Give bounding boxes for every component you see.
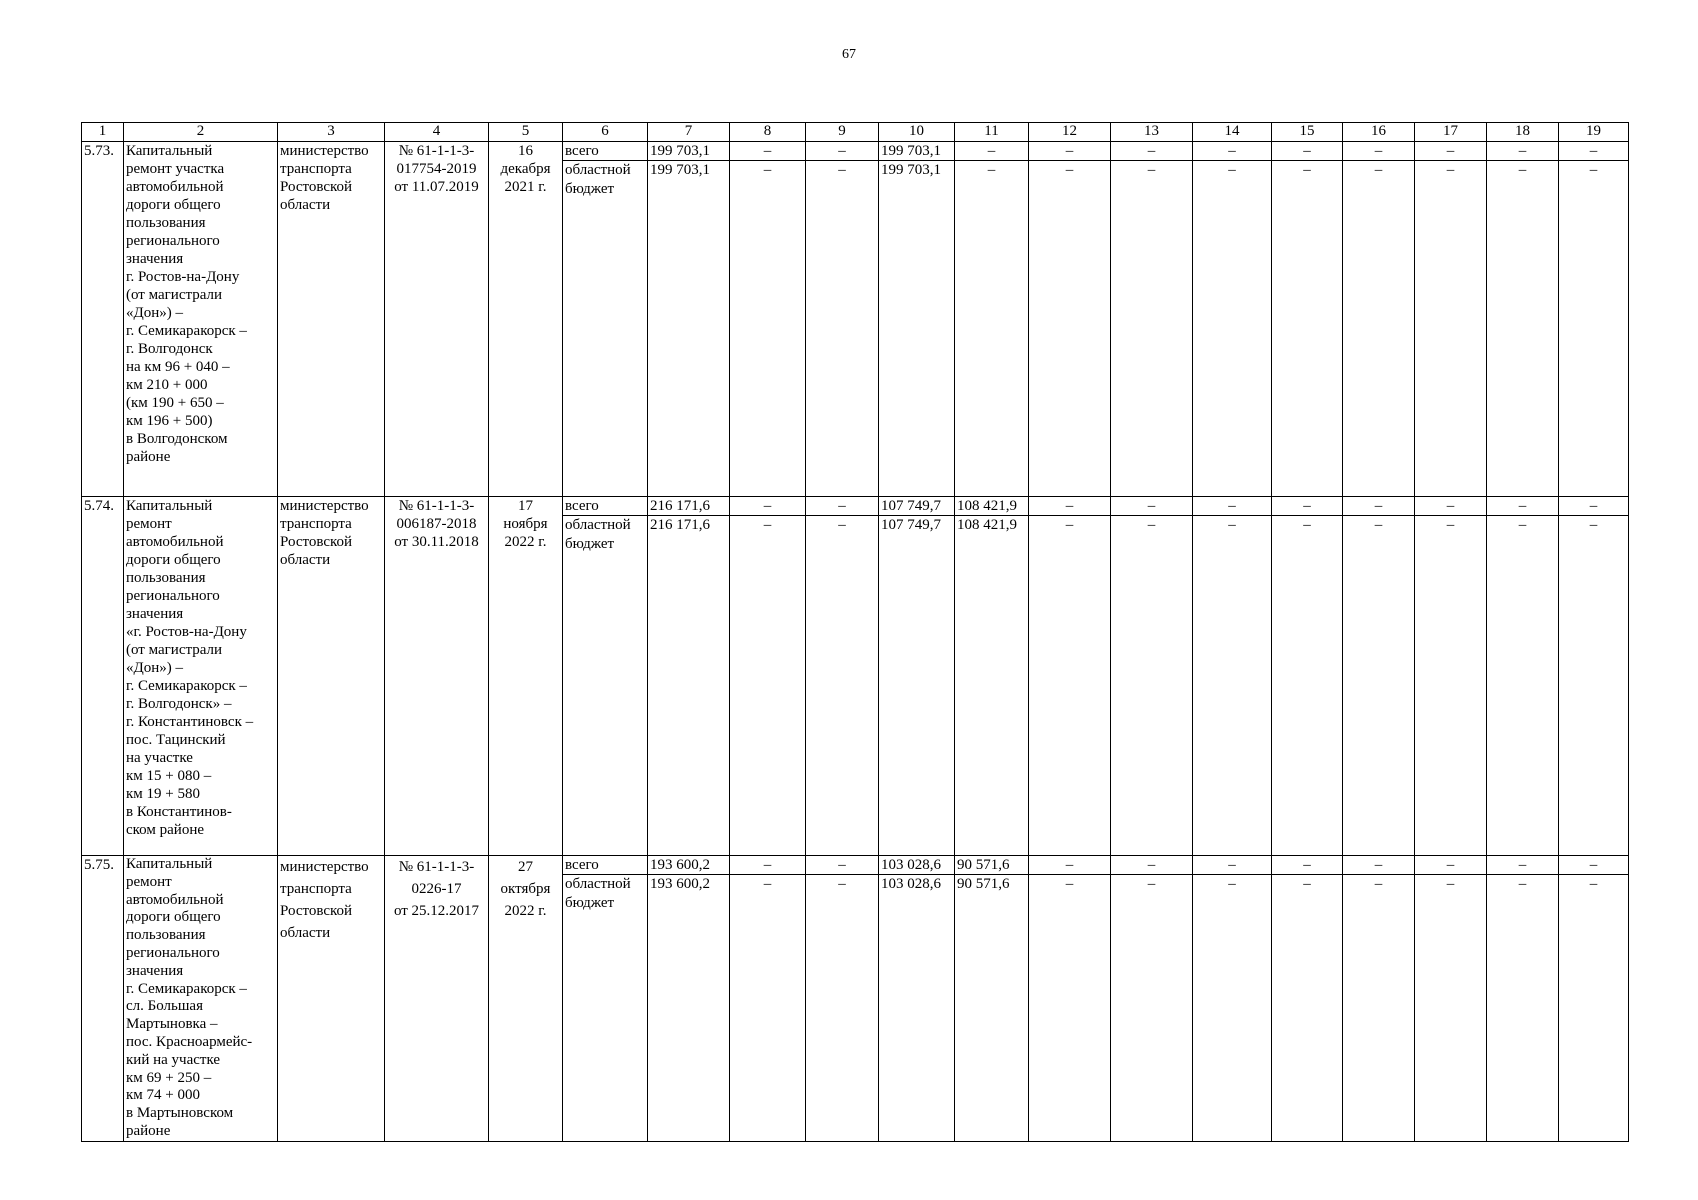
column-header: 1	[82, 123, 124, 142]
customer: министерство транспорта Ростовской области	[278, 856, 385, 1142]
column-header: 15	[1272, 123, 1343, 142]
cell-value: –	[1559, 856, 1629, 875]
column-header: 8	[730, 123, 806, 142]
item-number: 5.75.	[82, 856, 124, 1142]
cell-value: –	[1272, 516, 1343, 856]
funding-source: всего	[563, 497, 648, 516]
cell-value: –	[1415, 856, 1487, 875]
column-header: 11	[955, 123, 1029, 142]
cell-value: –	[1193, 142, 1272, 161]
cell-value: –	[1272, 142, 1343, 161]
cell-value: –	[1272, 856, 1343, 875]
completion-date: 16 декабря 2021 г.	[489, 142, 563, 497]
cell-value: –	[1487, 516, 1559, 856]
table-row	[82, 497, 1629, 516]
cell-value: 193 600,2	[648, 875, 730, 1142]
cell-value: –	[806, 856, 879, 875]
cell-value: –	[1193, 497, 1272, 516]
cell-value: –	[806, 875, 879, 1142]
cell-value: –	[1415, 161, 1487, 497]
cell-value: –	[1111, 856, 1193, 875]
item-number: 5.74.	[82, 497, 124, 856]
cell-value: –	[806, 516, 879, 856]
cell-value: 107 749,7	[879, 516, 955, 856]
column-number-row	[82, 123, 1629, 142]
cell-value: –	[1343, 856, 1415, 875]
funding-source: областной бюджет	[563, 161, 648, 497]
expertise-document: № 61-1-1-3- 0226-17 от 25.12.2017	[385, 856, 489, 1142]
cell-value: –	[730, 516, 806, 856]
cell-value: –	[806, 161, 879, 497]
completion-date: 17 ноября 2022 г.	[489, 497, 563, 856]
column-header: 9	[806, 123, 879, 142]
column-header: 6	[563, 123, 648, 142]
cell-value: –	[955, 161, 1029, 497]
column-header: 2	[124, 123, 278, 142]
cell-value: 199 703,1	[648, 161, 730, 497]
column-header: 3	[278, 123, 385, 142]
cell-value: –	[806, 497, 879, 516]
customer: министерство транспорта Ростовской области	[278, 142, 385, 497]
cell-value: 107 749,7	[879, 497, 955, 516]
cell-value: 199 703,1	[879, 161, 955, 497]
cell-value: –	[1415, 875, 1487, 1142]
cell-value: 103 028,6	[879, 856, 955, 875]
cell-value: –	[1559, 516, 1629, 856]
cell-value: –	[1193, 161, 1272, 497]
cell-value: 103 028,6	[879, 875, 955, 1142]
budget-table	[81, 122, 1629, 1142]
cell-value: –	[1272, 875, 1343, 1142]
cell-value: –	[730, 142, 806, 161]
column-header: 14	[1193, 123, 1272, 142]
cell-value: –	[1111, 497, 1193, 516]
object-name: Капитальный ремонт участка автомобильной дороги общего пользования регионального значения г. Ростов-на-Дону (от магистрали «Дон») – г. Семикаракорск – г. Волгодонск на км 96 + 040 – км 210 + 000 (км 190 + 650 – км 196 + 500) в Волгодонском районе	[124, 142, 278, 497]
cell-value: –	[1343, 516, 1415, 856]
table-row	[82, 856, 1629, 875]
cell-value: –	[1415, 516, 1487, 856]
object-name: Капитальный ремонт автомобильной дороги общего пользования регионального значения «г. Ростов-на-Дону (от магистрали «Дон») – г. Семикаракорск – г. Волгодонск» – г. Константиновск – пос. Тацинский на участке км 15 + 080 – км 19 + 580 в Константинов- ском районе	[124, 497, 278, 856]
funding-source: всего	[563, 142, 648, 161]
cell-value: –	[730, 161, 806, 497]
cell-value: –	[1193, 516, 1272, 856]
cell-value: –	[1343, 161, 1415, 497]
cell-value: –	[1487, 142, 1559, 161]
cell-value: –	[1343, 875, 1415, 1142]
cell-value: –	[730, 875, 806, 1142]
cell-value: 108 421,9	[955, 516, 1029, 856]
column-header: 19	[1559, 123, 1629, 142]
cell-value: –	[1415, 497, 1487, 516]
cell-value: –	[1343, 142, 1415, 161]
column-header: 5	[489, 123, 563, 142]
cell-value: –	[1272, 497, 1343, 516]
cell-value: 90 571,6	[955, 856, 1029, 875]
cell-value: –	[1559, 875, 1629, 1142]
cell-value: –	[1111, 875, 1193, 1142]
cell-value: –	[806, 142, 879, 161]
cell-value: –	[1559, 142, 1629, 161]
object-name: Капитальный ремонт автомобильной дороги общего пользования регионального значения г. Семикаракорск – сл. Большая Мартыновка – пос. Красноармейс- кий на участке км 69 + 250 – км 74 + 000 в Мартыновском районе	[124, 856, 278, 1142]
completion-date: 27 октября 2022 г.	[489, 856, 563, 1142]
column-header: 4	[385, 123, 489, 142]
cell-value: –	[1029, 161, 1111, 497]
cell-value: 216 171,6	[648, 497, 730, 516]
cell-value: 193 600,2	[648, 856, 730, 875]
cell-value: 108 421,9	[955, 497, 1029, 516]
cell-value: –	[1343, 497, 1415, 516]
cell-value: –	[1415, 142, 1487, 161]
cell-value: –	[1029, 142, 1111, 161]
column-header: 12	[1029, 123, 1111, 142]
cell-value: –	[1193, 875, 1272, 1142]
column-header: 7	[648, 123, 730, 142]
funding-source: всего	[563, 856, 648, 875]
cell-value: –	[1029, 516, 1111, 856]
cell-value: –	[1193, 856, 1272, 875]
cell-value: 216 171,6	[648, 516, 730, 856]
cell-value: –	[1487, 497, 1559, 516]
cell-value: –	[1559, 497, 1629, 516]
cell-value: –	[730, 497, 806, 516]
column-header: 17	[1415, 123, 1487, 142]
cell-value: –	[1487, 875, 1559, 1142]
item-number: 5.73.	[82, 142, 124, 497]
cell-value: –	[1029, 875, 1111, 1142]
cell-value: –	[955, 142, 1029, 161]
expertise-document: № 61-1-1-3- 006187-2018 от 30.11.2018	[385, 497, 489, 856]
cell-value: 90 571,6	[955, 875, 1029, 1142]
funding-source: областной бюджет	[563, 516, 648, 856]
expertise-document: № 61-1-1-3- 017754-2019 от 11.07.2019	[385, 142, 489, 497]
cell-value: –	[1111, 161, 1193, 497]
cell-value: –	[1272, 161, 1343, 497]
cell-value: –	[1111, 142, 1193, 161]
page-number: 67	[842, 47, 856, 62]
column-header: 18	[1487, 123, 1559, 142]
cell-value: –	[1029, 856, 1111, 875]
cell-value: –	[1559, 161, 1629, 497]
cell-value: –	[730, 856, 806, 875]
cell-value: –	[1487, 161, 1559, 497]
table-row	[82, 142, 1629, 161]
funding-source: областной бюджет	[563, 875, 648, 1142]
column-header: 13	[1111, 123, 1193, 142]
cell-value: 199 703,1	[648, 142, 730, 161]
cell-value: –	[1029, 497, 1111, 516]
cell-value: 199 703,1	[879, 142, 955, 161]
column-header: 10	[879, 123, 955, 142]
customer: министерство транспорта Ростовской области	[278, 497, 385, 856]
column-header: 16	[1343, 123, 1415, 142]
cell-value: –	[1111, 516, 1193, 856]
cell-value: –	[1487, 856, 1559, 875]
